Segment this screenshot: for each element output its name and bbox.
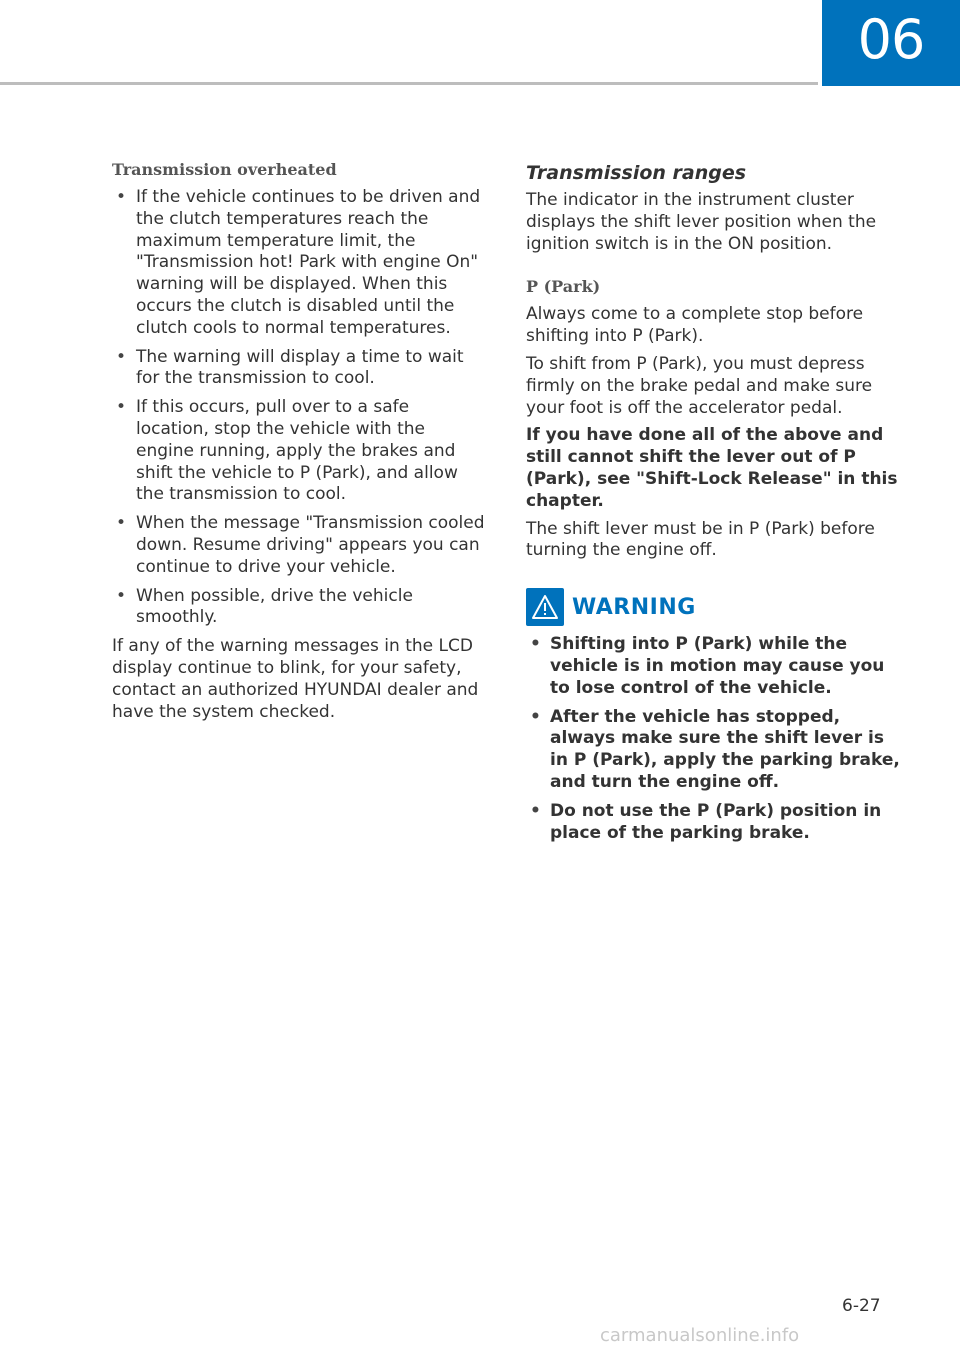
subheading-park: P (Park) xyxy=(526,277,601,297)
list-item: • If this occurs, pull over to a safe location, stop the vehicle with the engine running, apply the brakes and shift the vehicle to P (Park), and allow the transmission to cool. xyxy=(112,397,486,506)
list-item: • If the vehicle continues to be driven and the clutch temperatures reach the maximum temperature limit, the "Transmission hot! Park with engine On" warning will be displayed. When this occurs the clutch is disabled until the clutch cools to normal temperatures. xyxy=(112,187,486,340)
left-column xyxy=(112,160,486,729)
overheat-bullet-list xyxy=(112,187,486,629)
park-paragraph-3: If you have done all of the above and still cannot shift the lever out of P (Park), see "Shift-Lock Release" in this chapter. xyxy=(526,425,898,511)
closing-paragraph: If any of the warning messages in the LCD display continue to blink, for your safety, contact an authorized HYUNDAI dealer and have the system checked. xyxy=(112,636,479,722)
list-item: • After the vehicle has stopped, always make sure the shift lever is in P (Park), apply the parking brake, and turn the engine off. xyxy=(526,707,904,794)
warning-title: WARNING xyxy=(572,594,696,620)
park-paragraph-4: The shift lever must be in P (Park) before turning the engine off. xyxy=(526,518,875,561)
warning-triangle-icon xyxy=(526,588,564,626)
page-number: 6-27 xyxy=(842,1296,881,1316)
chapter-number: 06 xyxy=(857,7,925,71)
right-column xyxy=(526,160,904,851)
section-heading-transmission-overheated: Transmission overheated xyxy=(112,160,337,179)
park-paragraph-1: Always come to a complete stop before shifting into P (Park). xyxy=(526,304,864,347)
list-item: • When possible, drive the vehicle smoothly. xyxy=(112,586,486,630)
warning-header xyxy=(526,588,904,626)
chapter-tab xyxy=(822,0,960,86)
list-item: • Shifting into P (Park) while the vehicle is in motion may cause you to lose control of the vehicle. xyxy=(526,634,904,699)
list-item: • When the message "Transmission cooled down. Resume driving" appears you can continue to drive your vehicle. xyxy=(112,513,486,578)
section-heading-transmission-ranges: Transmission ranges xyxy=(526,162,747,184)
intro-paragraph: The indicator in the instrument cluster displays the shift lever position when the ignition switch is in the ON position. xyxy=(526,190,877,254)
park-paragraph-2: To shift from P (Park), you must depress firmly on the brake pedal and make sure your foot is off the accelerator pedal. xyxy=(526,353,873,418)
list-item: • Do not use the P (Park) position in place of the parking brake. xyxy=(526,801,904,845)
footer-watermark: carmanualsonline.info xyxy=(600,1325,800,1346)
warning-bullet-list xyxy=(526,634,904,844)
header-rule xyxy=(0,82,818,85)
list-item: • The warning will display a time to wait for the transmission to cool. xyxy=(112,347,486,391)
